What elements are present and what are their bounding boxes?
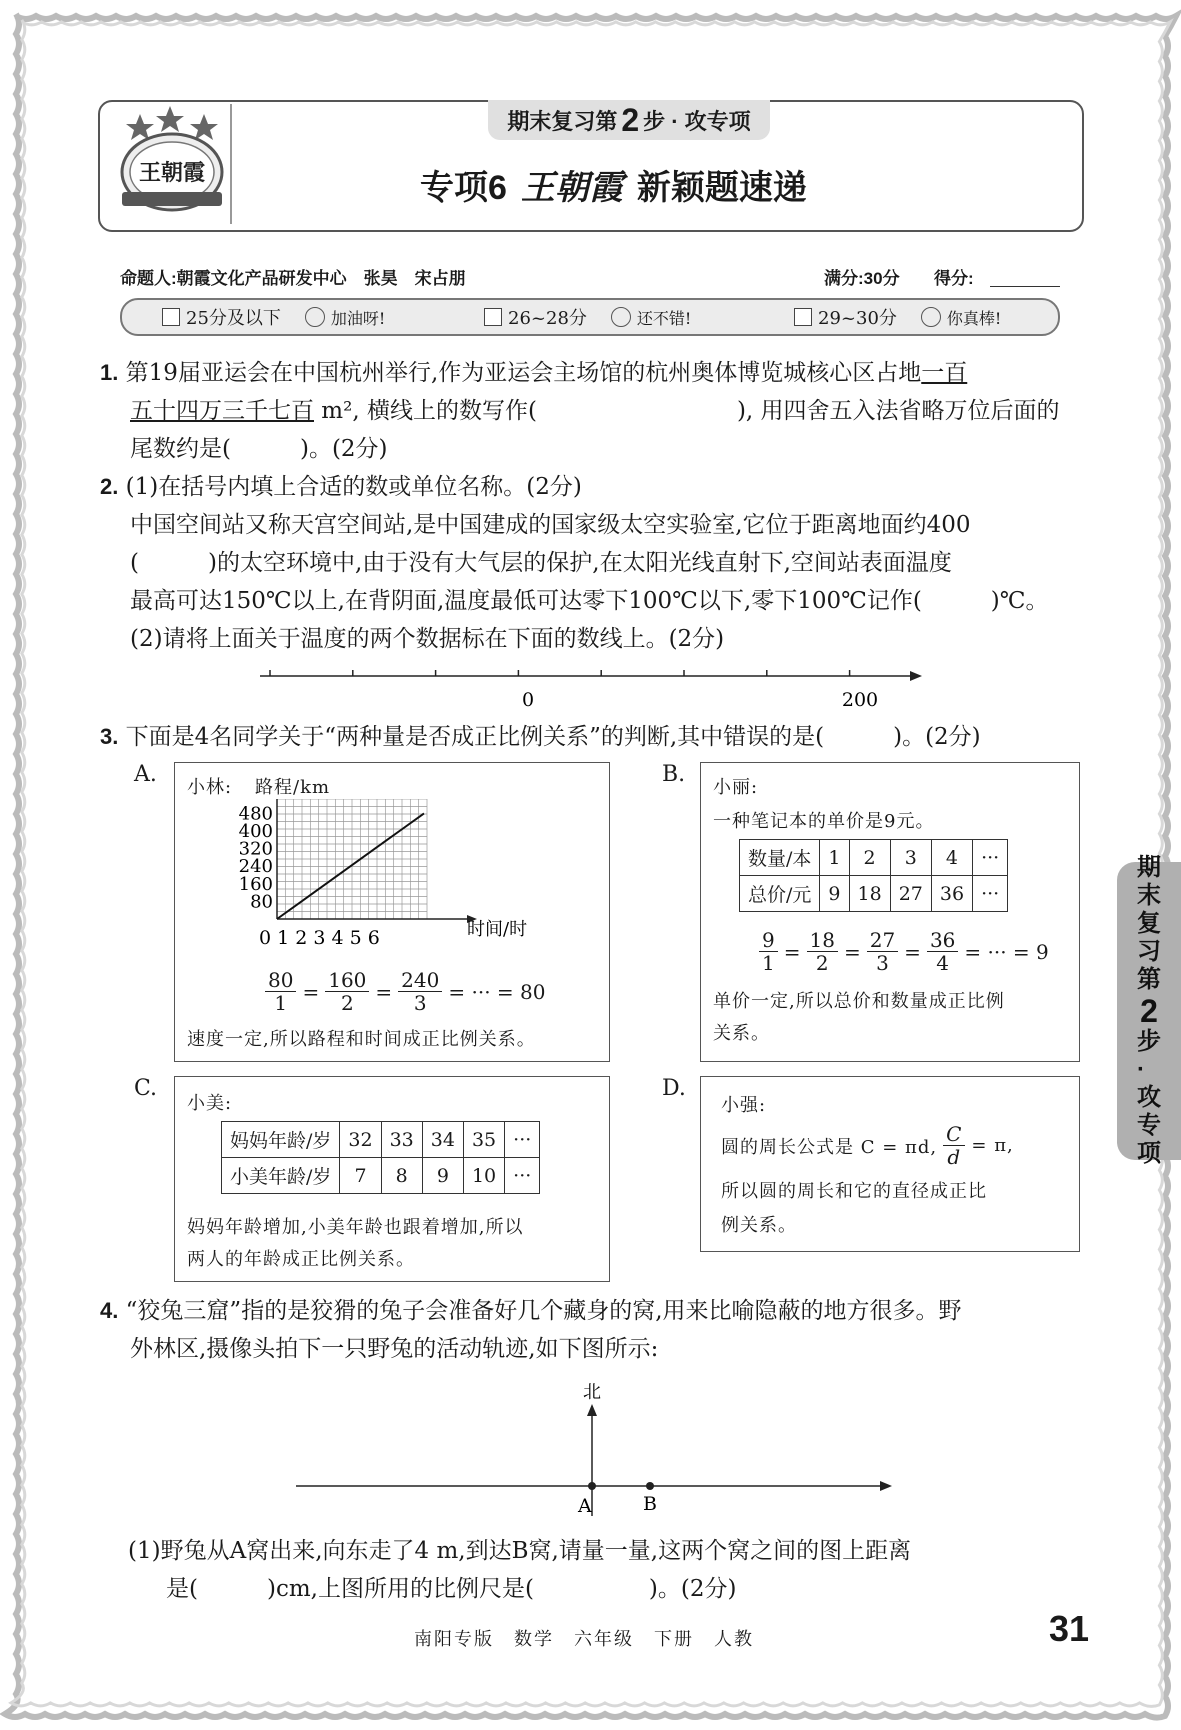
y-tick-label: 160 xyxy=(238,873,273,895)
title-prefix: 专项6 xyxy=(420,169,507,207)
tick-label-0: 0 xyxy=(521,689,535,710)
option-a-label[interactable]: A. xyxy=(134,762,157,787)
option-b-box xyxy=(700,762,1080,1062)
fraction: $\frac{80}{1}$ xyxy=(265,969,296,1014)
formula-text: 圆的周长公式是 C = πd, xyxy=(721,1136,938,1158)
brand-logo xyxy=(116,106,228,218)
footer-text: 南阳专版 数学 六年级 下册 人教 xyxy=(414,1629,754,1650)
y-axis-label: 路程/km xyxy=(255,777,331,798)
fraction: $\frac{9}{1}$ xyxy=(759,929,778,974)
question-number: 4. xyxy=(100,1298,119,1323)
q1-underlined: 五十四万三千七百 xyxy=(130,398,314,424)
option-a-box xyxy=(174,762,610,1062)
question-1 xyxy=(100,354,1080,468)
header-step-tab xyxy=(488,100,770,140)
title-suffix: 新颖题速递 xyxy=(636,169,807,207)
fraction: $\frac{18}{2}$ xyxy=(807,929,838,974)
side-tab xyxy=(1117,854,1181,1167)
score-label: 得分: xyxy=(934,269,974,288)
number-line[interactable] xyxy=(250,662,930,710)
question-4-part1 xyxy=(128,1532,1078,1608)
table-row: 妈妈年龄/岁 32 33 34 35 ··· xyxy=(222,1122,540,1158)
y-tick-label: 400 xyxy=(238,821,273,842)
checkbox[interactable] xyxy=(162,308,180,326)
question-3 xyxy=(100,718,1080,756)
side-tab-step: 2 xyxy=(1140,993,1158,1029)
point-b xyxy=(646,1482,654,1490)
equation-tail: = ··· = 9 xyxy=(964,939,1049,964)
side-tab-text: 步 · 攻 专 项 xyxy=(1137,1028,1161,1167)
table-row: 数量/本 1 2 3 4 ··· xyxy=(740,840,1008,876)
q4-text: 外林区,摄像头拍下一只野兔的活动轨迹,如下图所示: xyxy=(130,1336,659,1362)
face-icon xyxy=(921,307,941,327)
question-2 xyxy=(100,468,1080,658)
question-number: 3. xyxy=(100,724,119,749)
equation-tail: = ··· = 80 xyxy=(448,979,546,1004)
option-c-box xyxy=(174,1076,610,1282)
north-label: 北 xyxy=(583,1382,601,1403)
q1-text: ), 用四舍五入法省略万位后面的 xyxy=(736,398,1060,424)
tick-label-200: 200 xyxy=(841,689,879,710)
y-tick-label: 80 xyxy=(250,891,273,913)
title-brand: 王朝霞 xyxy=(520,168,623,208)
conclusion-text: 例关系。 xyxy=(721,1215,797,1236)
circle-formula xyxy=(721,1123,1014,1168)
conclusion-text: 关系。 xyxy=(713,1023,770,1044)
page-number: 31 xyxy=(1048,1608,1089,1649)
fraction: $\frac{27}{3}$ xyxy=(867,929,898,974)
checkbox[interactable] xyxy=(794,308,812,326)
x-tick-labels: 0 1 2 3 4 5 6 xyxy=(259,927,380,949)
ratio-equation: $\frac{80}{1}$ = $\frac{160}{2}$ = $\frac{240}{3}$ = ··· = 80 xyxy=(265,969,545,1014)
q1-text: m², 横线上的数写作( xyxy=(314,398,537,424)
question-number: 1. xyxy=(100,360,119,385)
distance-time-chart xyxy=(215,799,595,949)
intro-text: 一种笔记本的单价是9元。 xyxy=(713,811,935,832)
q2-part2: (2)请将上面关于温度的两个数据标在下面的数线上。(2分) xyxy=(130,626,725,652)
conclusion-text: 妈妈年龄增加,小美年龄也跟着增加,所以 xyxy=(187,1217,524,1238)
x-axis-label: 时间/时 xyxy=(467,919,528,940)
checkbox[interactable] xyxy=(484,308,502,326)
y-tick-label: 480 xyxy=(238,803,273,825)
q1-text: 尾数约是( )。(2分) xyxy=(130,436,388,462)
svg-text:王朝霞: 王朝霞 xyxy=(138,160,206,186)
fraction: $\frac{160}{2}$ xyxy=(325,969,369,1014)
point-a xyxy=(588,1482,596,1490)
question-4 xyxy=(100,1292,1080,1368)
q2-text: 最高可达150℃以上,在背阴面,温度最低可达零下100℃以下,零下100℃记作( )℃。 xyxy=(130,588,1049,614)
q4-sub-text: 是( )cm,上图所用的比例尺是( )。(2分) xyxy=(166,1576,737,1602)
label-b: B xyxy=(643,1493,657,1515)
face-icon xyxy=(305,307,325,327)
conclusion-text: 单价一定,所以总价和数量成正比例 xyxy=(713,991,1005,1012)
side-tab-text: 期 末 复 习 第 xyxy=(1137,854,1161,993)
cheer-text: 还不错! xyxy=(636,308,692,328)
table-row: 小美年龄/岁 7 8 9 10 ··· xyxy=(222,1158,540,1194)
score-item-low xyxy=(162,304,385,330)
student-name: 小强: xyxy=(721,1095,767,1116)
formula-text: = π, xyxy=(971,1135,1014,1156)
price-table xyxy=(739,839,1008,912)
score-bar xyxy=(120,298,1060,336)
q2-text: ( )的太空环境中,由于没有大气层的保护,在太阳光线直射下,空间站表面温度 xyxy=(130,550,952,576)
student-name: 小林: xyxy=(187,777,233,798)
fraction: $\frac{240}{3}$ xyxy=(398,969,442,1014)
conclusion-text: 所以圆的周长和它的直径成正比 xyxy=(721,1181,987,1202)
score-range: 26~28分 xyxy=(508,308,587,329)
page-title xyxy=(420,160,1020,209)
tab-suffix: 步 · 攻专项 xyxy=(643,108,751,134)
label-a: A xyxy=(578,1495,592,1516)
face-icon xyxy=(611,307,631,327)
score-item-high xyxy=(794,304,1001,330)
score-range: 25分及以下 xyxy=(186,308,281,329)
conclusion-text: 两人的年龄成正比例关系。 xyxy=(187,1249,415,1270)
full-score: 满分:30分 xyxy=(824,269,900,288)
fraction: $\frac{C}{d}$ xyxy=(943,1123,965,1168)
age-table xyxy=(221,1121,540,1194)
score-item-mid xyxy=(484,304,691,330)
cheer-text: 加油呀! xyxy=(330,308,386,328)
fraction: $\frac{36}{4}$ xyxy=(927,929,958,974)
question-number: 2. xyxy=(100,474,119,499)
y-tick-label: 320 xyxy=(238,838,273,860)
logo-divider xyxy=(230,104,232,224)
table-row: 总价/元 9 18 27 36 ··· xyxy=(740,876,1008,912)
option-d-box xyxy=(700,1076,1080,1252)
score-blank[interactable] xyxy=(990,286,1060,287)
q1-text: 第19届亚运会在中国杭州举行,作为亚运会主场馆的杭州奥体博览城核心区占地 xyxy=(125,360,922,386)
q2-text: 中国空间站又称天宫空间站,是中国建成的国家级太空实验室,它位于距离地面约400 xyxy=(130,512,971,538)
option-c-label[interactable]: C. xyxy=(134,1076,158,1101)
cheer-text: 你真棒! xyxy=(946,308,1002,328)
author-line: 命题人:朝霞文化产品研发中心 张昊 宋占朋 xyxy=(120,269,466,288)
q2-part1: (1)在括号内填上合适的数或单位名称。(2分) xyxy=(125,474,582,500)
conclusion-text: 速度一定,所以路程和时间成正比例关系。 xyxy=(187,1029,536,1050)
option-d-label[interactable]: D. xyxy=(662,1076,686,1101)
student-name: 小丽: xyxy=(713,777,759,798)
student-name: 小美: xyxy=(187,1093,233,1114)
tab-prefix: 期末复习第 xyxy=(507,108,618,134)
q4-text: “狡兔三窟”指的是狡猾的兔子会准备好几个藏身的窝,用来比喻隐蔽的地方很多。野 xyxy=(125,1298,962,1324)
tab-step-number: 2 xyxy=(621,102,640,138)
q4-sub-text: (1)野兔从A窝出来,向东走了4 m,到达B窝,请量一量,这两个窝之间的图上距离 xyxy=(128,1538,912,1564)
score-range: 29~30分 xyxy=(818,308,897,329)
option-b-label[interactable]: B. xyxy=(662,762,686,787)
ratio-equation: $\frac{9}{1}$ = $\frac{18}{2}$ = $\frac{27}{3}$ = $\frac{36}{4}$ = ··· = 9 xyxy=(759,929,1049,974)
y-tick-label: 240 xyxy=(238,856,273,878)
q1-underlined: 一百 xyxy=(921,360,968,386)
rabbit-track-diagram xyxy=(290,1376,900,1516)
q3-text: 下面是4名同学关于“两种量是否成正比例关系”的判断,其中错误的是( )。(2分) xyxy=(125,724,981,750)
